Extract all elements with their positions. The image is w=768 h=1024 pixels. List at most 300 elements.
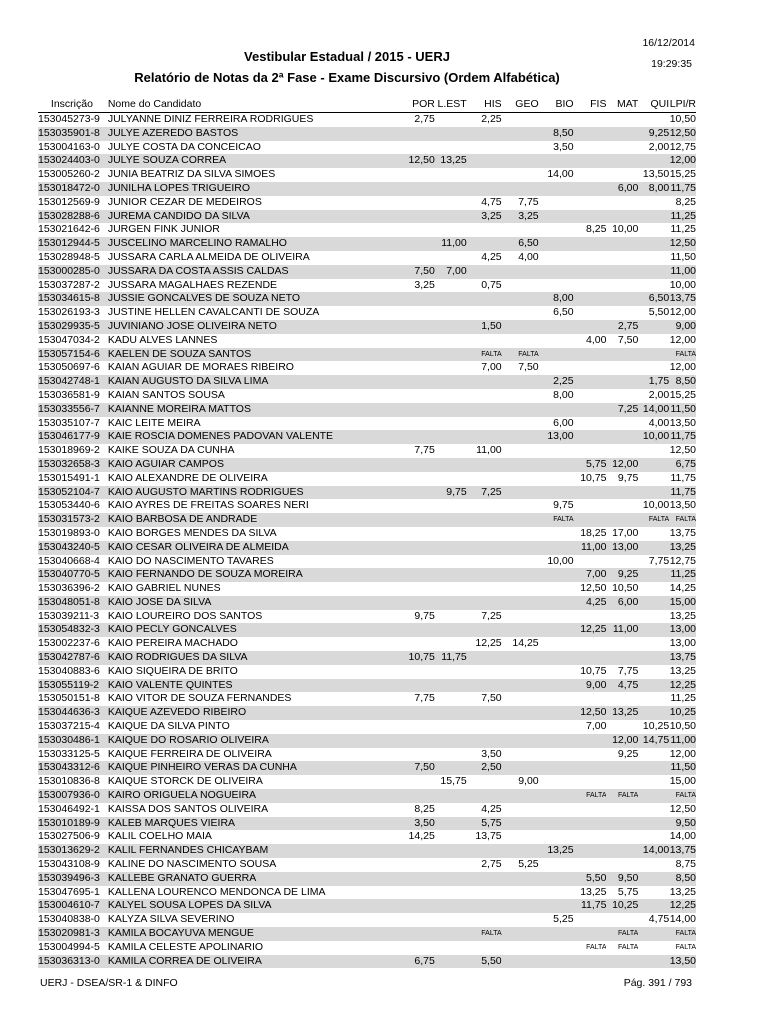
cell-inscricao: 153055119-2 xyxy=(38,679,106,693)
cell-por xyxy=(406,389,435,403)
cell-lest xyxy=(435,541,467,555)
cell-mat xyxy=(606,168,638,182)
cell-geo xyxy=(502,748,539,762)
table-row xyxy=(38,361,696,375)
cell-inscricao: 153042787-6 xyxy=(38,651,106,665)
cell-mat xyxy=(606,803,638,817)
cell-por xyxy=(406,251,435,265)
cell-fis xyxy=(574,844,607,858)
cell-qui: 2,00 xyxy=(638,389,669,403)
cell-por xyxy=(406,237,435,251)
cell-lpir: 14,25 xyxy=(669,582,696,595)
cell-lpir: 8,75 xyxy=(669,858,696,872)
cell-lpir: 12,50 xyxy=(669,802,696,815)
cell-qui: 4,00 xyxy=(638,417,669,431)
table-row xyxy=(38,210,696,224)
cell-nome: KAIRO ORIGUELA NOGUEIRA xyxy=(106,789,406,803)
cell-lest xyxy=(435,527,467,541)
cell-mat xyxy=(606,513,638,527)
cell-his xyxy=(467,417,502,431)
cell-mat: 4,75 xyxy=(606,679,638,693)
cell-mat xyxy=(606,499,638,513)
cell-his xyxy=(467,513,502,527)
cell-lpir: 12,25 xyxy=(669,899,696,912)
cell-qui xyxy=(638,265,669,279)
table-row xyxy=(38,789,696,803)
cell-inscricao: 153037287-2 xyxy=(38,279,106,293)
cell-geo xyxy=(502,913,539,927)
cell-geo xyxy=(502,417,539,431)
cell-geo xyxy=(502,555,539,569)
cell-geo xyxy=(502,568,539,582)
cell-qui: 14,75 xyxy=(638,734,669,748)
cell-his: 4,25 xyxy=(467,251,502,265)
cell-bio xyxy=(539,706,574,720)
cell-lpir: 14,00 xyxy=(669,913,696,926)
cell-geo xyxy=(502,444,539,458)
table-row xyxy=(38,127,696,141)
cell-qui: 9,25 xyxy=(638,127,669,141)
cell-bio xyxy=(539,872,574,886)
cell-lpir: 13,25 xyxy=(669,609,696,622)
cell-lpir: 11,25 xyxy=(670,568,696,581)
col-qui: QUI xyxy=(638,96,669,113)
cell-geo xyxy=(502,279,539,293)
cell-inscricao: 153044636-3 xyxy=(38,706,106,720)
cell-qui xyxy=(638,154,669,168)
table-row xyxy=(38,748,696,762)
cell-fis: 8,25 xyxy=(574,223,607,237)
cell-lest xyxy=(435,113,467,127)
table-row xyxy=(38,306,696,320)
cell-por xyxy=(406,568,435,582)
cell-inscricao: 153057154-6 xyxy=(38,348,106,362)
cell-mat: 9,75 xyxy=(606,472,638,486)
table-row xyxy=(38,279,696,293)
table-row xyxy=(38,513,696,527)
cell-his xyxy=(467,789,502,803)
cell-inscricao: 153026193-3 xyxy=(38,306,106,320)
cell-nome: KAIQUE AZEVEDO RIBEIRO xyxy=(106,706,406,720)
cell-mat xyxy=(606,417,638,431)
cell-qui xyxy=(638,886,669,900)
cell-por: 7,75 xyxy=(406,692,435,706)
cell-qui xyxy=(638,472,669,486)
cell-qui xyxy=(638,789,669,803)
cell-lest xyxy=(435,196,467,210)
cell-inscricao: 153047034-2 xyxy=(38,334,106,348)
table-row xyxy=(38,872,696,886)
col-nome: Nome do Candidato xyxy=(106,96,406,113)
cell-por xyxy=(406,555,435,569)
cell-his xyxy=(467,141,502,155)
cell-lest xyxy=(435,279,467,293)
cell-por xyxy=(406,334,435,348)
cell-lpir: 15,25 xyxy=(669,388,696,401)
cell-lest xyxy=(435,306,467,320)
cell-nome: JUSTINE HELLEN CAVALCANTI DE SOUZA xyxy=(106,306,406,320)
cell-nome: KAIO AUGUSTO MARTINS RODRIGUES xyxy=(106,486,406,500)
cell-bio: 6,50 xyxy=(539,306,574,320)
table-row xyxy=(38,472,696,486)
cell-inscricao: 153032658-3 xyxy=(38,458,106,472)
cell-geo xyxy=(502,472,539,486)
cell-lpir: 11,50 xyxy=(670,761,696,774)
cell-geo xyxy=(502,844,539,858)
cell-geo xyxy=(502,582,539,596)
cell-geo: 9,00 xyxy=(502,775,539,789)
table-row xyxy=(38,375,696,389)
cell-por xyxy=(406,541,435,555)
cell-lpir: 13,00 xyxy=(669,623,696,636)
cell-his xyxy=(467,154,502,168)
cell-nome: KALEB MARQUES VIEIRA xyxy=(106,817,406,831)
cell-inscricao: 153028288-6 xyxy=(38,210,106,224)
table-row xyxy=(38,541,696,555)
cell-inscricao: 153020981-3 xyxy=(38,927,106,941)
cell-lest xyxy=(435,210,467,224)
cell-lest xyxy=(435,927,467,941)
cell-lest xyxy=(435,955,467,969)
cell-qui xyxy=(638,665,669,679)
cell-por: 8,25 xyxy=(406,803,435,817)
cell-geo xyxy=(502,761,539,775)
cell-his: 7,50 xyxy=(467,692,502,706)
col-lpir: LPI/R xyxy=(669,96,696,113)
cell-nome: KAIO BORGES MENDES DA SILVA xyxy=(106,527,406,541)
cell-mat xyxy=(606,154,638,168)
cell-fis xyxy=(574,913,607,927)
cell-qui xyxy=(638,596,669,610)
cell-lpir: 11,00 xyxy=(670,264,696,277)
cell-fis xyxy=(574,830,607,844)
cell-fis: 9,00 xyxy=(574,679,607,693)
cell-inscricao: 153005260-2 xyxy=(38,168,106,182)
cell-bio xyxy=(539,817,574,831)
cell-mat xyxy=(606,141,638,155)
cell-geo xyxy=(502,403,539,417)
cell-fis: 7,00 xyxy=(574,720,607,734)
table-row xyxy=(38,955,696,969)
cell-bio xyxy=(539,803,574,817)
cell-bio xyxy=(539,775,574,789)
cell-qui xyxy=(638,927,669,941)
cell-geo xyxy=(502,541,539,555)
cell-his: 2,25 xyxy=(467,113,502,127)
cell-nome: KALINE DO NASCIMENTO SOUSA xyxy=(106,858,406,872)
cell-mat xyxy=(606,858,638,872)
cell-lest xyxy=(435,513,467,527)
cell-fis: 10,75 xyxy=(574,665,607,679)
cell-nome: KAIAN AUGUSTO DA SILVA LIMA xyxy=(106,375,406,389)
cell-inscricao: 153007936-0 xyxy=(38,789,106,803)
cell-bio xyxy=(539,196,574,210)
table-row xyxy=(38,223,696,237)
cell-mat xyxy=(606,486,638,500)
cell-qui xyxy=(638,223,669,237)
table-row xyxy=(38,389,696,403)
cell-qui: 13,50 xyxy=(638,168,669,182)
cell-bio xyxy=(539,596,574,610)
col-geo: GEO xyxy=(502,96,539,113)
cell-lest xyxy=(435,141,467,155)
table-row xyxy=(38,113,696,127)
cell-fis xyxy=(574,168,607,182)
cell-qui: FALTA xyxy=(638,513,669,527)
cell-geo: 14,25 xyxy=(502,637,539,651)
cell-qui xyxy=(638,899,669,913)
cell-lest xyxy=(435,127,467,141)
table-row xyxy=(38,941,696,955)
cell-fis xyxy=(574,154,607,168)
cell-lpir: FALTA xyxy=(669,927,696,941)
cell-lpir: 12,00 xyxy=(669,154,696,167)
cell-lest xyxy=(435,913,467,927)
cell-lest xyxy=(435,417,467,431)
cell-nome: KALYEL SOUSA LOPES DA SILVA xyxy=(106,899,406,913)
cell-lest xyxy=(435,568,467,582)
cell-lpir: 10,00 xyxy=(669,278,696,291)
col-mat: MAT xyxy=(606,96,638,113)
cell-qui: 10,25 xyxy=(638,720,669,734)
table-row xyxy=(38,154,696,168)
table-row xyxy=(38,417,696,431)
cell-geo: 7,50 xyxy=(502,361,539,375)
cell-inscricao: 153046177-9 xyxy=(38,430,106,444)
cell-mat: 2,75 xyxy=(606,320,638,334)
cell-nome: JUNILHA LOPES TRIGUEIRO xyxy=(106,182,406,196)
cell-por xyxy=(406,361,435,375)
cell-nome: JUSSARA MAGALHAES REZENDE xyxy=(106,279,406,293)
cell-qui xyxy=(638,237,669,251)
cell-qui xyxy=(638,486,669,500)
cell-nome: JUNIOR CEZAR DE MEDEIROS xyxy=(106,196,406,210)
cell-por xyxy=(406,430,435,444)
cell-lpir: 10,25 xyxy=(669,706,696,719)
cell-geo xyxy=(502,610,539,624)
cell-inscricao: 153050697-6 xyxy=(38,361,106,375)
cell-lpir: 13,25 xyxy=(669,540,696,553)
cell-his: 1,50 xyxy=(467,320,502,334)
cell-nome: KALLENA LOURENCO MENDONCA DE LIMA xyxy=(106,886,406,900)
cell-fis xyxy=(574,803,607,817)
report-time: 19:29:35 xyxy=(651,58,692,70)
cell-nome: KAIQUE FERREIRA DE OLIVEIRA xyxy=(106,748,406,762)
cell-lpir: 13,75 xyxy=(669,292,696,305)
cell-his xyxy=(467,527,502,541)
cell-lest xyxy=(435,858,467,872)
cell-inscricao: 153035901-8 xyxy=(38,127,106,141)
cell-inscricao: 153043240-5 xyxy=(38,541,106,555)
cell-lest: 13,25 xyxy=(435,154,467,168)
table-row xyxy=(38,182,696,196)
report-date: 16/12/2014 xyxy=(642,37,695,49)
cell-nome: KAIO VITOR DE SOUZA FERNANDES xyxy=(106,692,406,706)
cell-fis xyxy=(574,761,607,775)
cell-fis xyxy=(574,734,607,748)
footer-page-number: Pág. 391 / 793 xyxy=(623,977,692,989)
cell-lest xyxy=(435,375,467,389)
table-row xyxy=(38,692,696,706)
cell-fis xyxy=(574,265,607,279)
cell-por xyxy=(406,913,435,927)
cell-qui xyxy=(638,955,669,969)
cell-inscricao: 153043108-9 xyxy=(38,858,106,872)
cell-lpir: 8,50 xyxy=(669,872,696,886)
cell-bio: 14,00 xyxy=(539,168,574,182)
cell-por xyxy=(406,748,435,762)
cell-por xyxy=(406,486,435,500)
cell-geo xyxy=(502,113,539,127)
cell-lpir: 11,50 xyxy=(670,250,696,263)
cell-fis xyxy=(574,375,607,389)
cell-his: 7,00 xyxy=(467,361,502,375)
cell-lpir: 12,50 xyxy=(669,126,696,139)
cell-geo: 7,75 xyxy=(502,196,539,210)
cell-lest xyxy=(435,665,467,679)
cell-qui xyxy=(638,582,669,596)
cell-por xyxy=(406,127,435,141)
cell-geo xyxy=(502,499,539,513)
cell-qui xyxy=(638,761,669,775)
cell-qui xyxy=(638,679,669,693)
cell-fis xyxy=(574,127,607,141)
cell-his xyxy=(467,182,502,196)
cell-por xyxy=(406,348,435,362)
cell-nome: KAIO ALEXANDRE DE OLIVEIRA xyxy=(106,472,406,486)
table-row xyxy=(38,775,696,789)
cell-his xyxy=(467,899,502,913)
cell-mat xyxy=(606,113,638,127)
cell-geo xyxy=(502,320,539,334)
table-row xyxy=(38,568,696,582)
cell-mat xyxy=(606,913,638,927)
cell-his xyxy=(467,720,502,734)
cell-por xyxy=(406,141,435,155)
table-row xyxy=(38,720,696,734)
cell-his xyxy=(467,265,502,279)
cell-por: 3,50 xyxy=(406,817,435,831)
col-his: HIS xyxy=(467,96,502,113)
cell-his: 3,50 xyxy=(467,748,502,762)
table-row xyxy=(38,251,696,265)
table-row xyxy=(38,817,696,831)
table-row xyxy=(38,458,696,472)
cell-bio xyxy=(539,444,574,458)
cell-bio xyxy=(539,789,574,803)
cell-geo xyxy=(502,596,539,610)
cell-mat: 9,25 xyxy=(606,568,638,582)
cell-lest xyxy=(435,361,467,375)
cell-nome: JULYE AZEREDO BASTOS xyxy=(106,127,406,141)
cell-bio: FALTA xyxy=(539,513,574,527)
cell-mat: 9,25 xyxy=(606,748,638,762)
cell-qui xyxy=(638,692,669,706)
cell-inscricao: 153052104-7 xyxy=(38,486,106,500)
cell-mat: FALTA xyxy=(606,927,638,941)
cell-inscricao: 153018969-2 xyxy=(38,444,106,458)
cell-qui xyxy=(638,527,669,541)
cell-bio: 3,50 xyxy=(539,141,574,155)
cell-por xyxy=(406,472,435,486)
cell-his: 3,25 xyxy=(467,210,502,224)
cell-fis: 18,25 xyxy=(574,527,607,541)
cell-geo xyxy=(502,665,539,679)
cell-por xyxy=(406,872,435,886)
cell-lest xyxy=(435,444,467,458)
cell-geo xyxy=(502,817,539,831)
cell-nome: KAIO PECLY GONCALVES xyxy=(106,623,406,637)
cell-geo xyxy=(502,154,539,168)
cell-geo xyxy=(502,955,539,969)
cell-por: 10,75 xyxy=(406,651,435,665)
cell-lpir: 15,25 xyxy=(669,168,696,181)
cell-mat xyxy=(606,279,638,293)
cell-geo: 6,50 xyxy=(502,237,539,251)
cell-mat xyxy=(606,444,638,458)
cell-fis xyxy=(574,348,607,362)
cell-bio xyxy=(539,720,574,734)
cell-inscricao: 153042748-1 xyxy=(38,375,106,389)
cell-qui xyxy=(638,623,669,637)
cell-geo xyxy=(502,458,539,472)
cell-bio xyxy=(539,472,574,486)
cell-his: 2,75 xyxy=(467,858,502,872)
cell-fis xyxy=(574,858,607,872)
cell-nome: KAIQUE STORCK DE OLIVEIRA xyxy=(106,775,406,789)
cell-geo xyxy=(502,734,539,748)
cell-bio: 10,00 xyxy=(539,555,574,569)
cell-lest xyxy=(435,692,467,706)
cell-geo xyxy=(502,513,539,527)
cell-lest: 15,75 xyxy=(435,775,467,789)
table-row xyxy=(38,430,696,444)
cell-lpir: FALTA xyxy=(669,513,696,527)
cell-lest xyxy=(435,430,467,444)
cell-fis: 11,75 xyxy=(574,899,607,913)
table-row xyxy=(38,913,696,927)
cell-qui: 2,00 xyxy=(638,141,669,155)
cell-fis: 12,25 xyxy=(574,623,607,637)
cell-inscricao: 153018472-0 xyxy=(38,182,106,196)
cell-inscricao: 153028948-5 xyxy=(38,251,106,265)
cell-lest xyxy=(435,168,467,182)
cell-inscricao: 153054832-3 xyxy=(38,623,106,637)
cell-bio xyxy=(539,665,574,679)
cell-mat: 5,75 xyxy=(606,886,638,900)
cell-qui xyxy=(638,444,669,458)
cell-inscricao: 153036396-2 xyxy=(38,582,106,596)
cell-nome: KAIC LEITE MEIRA xyxy=(106,417,406,431)
cell-mat: 9,50 xyxy=(606,872,638,886)
cell-his xyxy=(467,541,502,555)
cell-lpir: 10,50 xyxy=(669,720,696,733)
cell-inscricao: 153040770-5 xyxy=(38,568,106,582)
cell-lpir: 13,50 xyxy=(669,954,696,967)
cell-bio: 6,00 xyxy=(539,417,574,431)
cell-his xyxy=(467,941,502,955)
cell-bio xyxy=(539,858,574,872)
cell-bio: 8,00 xyxy=(539,292,574,306)
cell-por xyxy=(406,858,435,872)
cell-lpir: FALTA xyxy=(669,941,696,955)
cell-bio xyxy=(539,265,574,279)
cell-lpir: 12,75 xyxy=(669,554,696,567)
cell-geo xyxy=(502,789,539,803)
cell-fis xyxy=(574,417,607,431)
cell-mat xyxy=(606,430,638,444)
cell-bio xyxy=(539,761,574,775)
